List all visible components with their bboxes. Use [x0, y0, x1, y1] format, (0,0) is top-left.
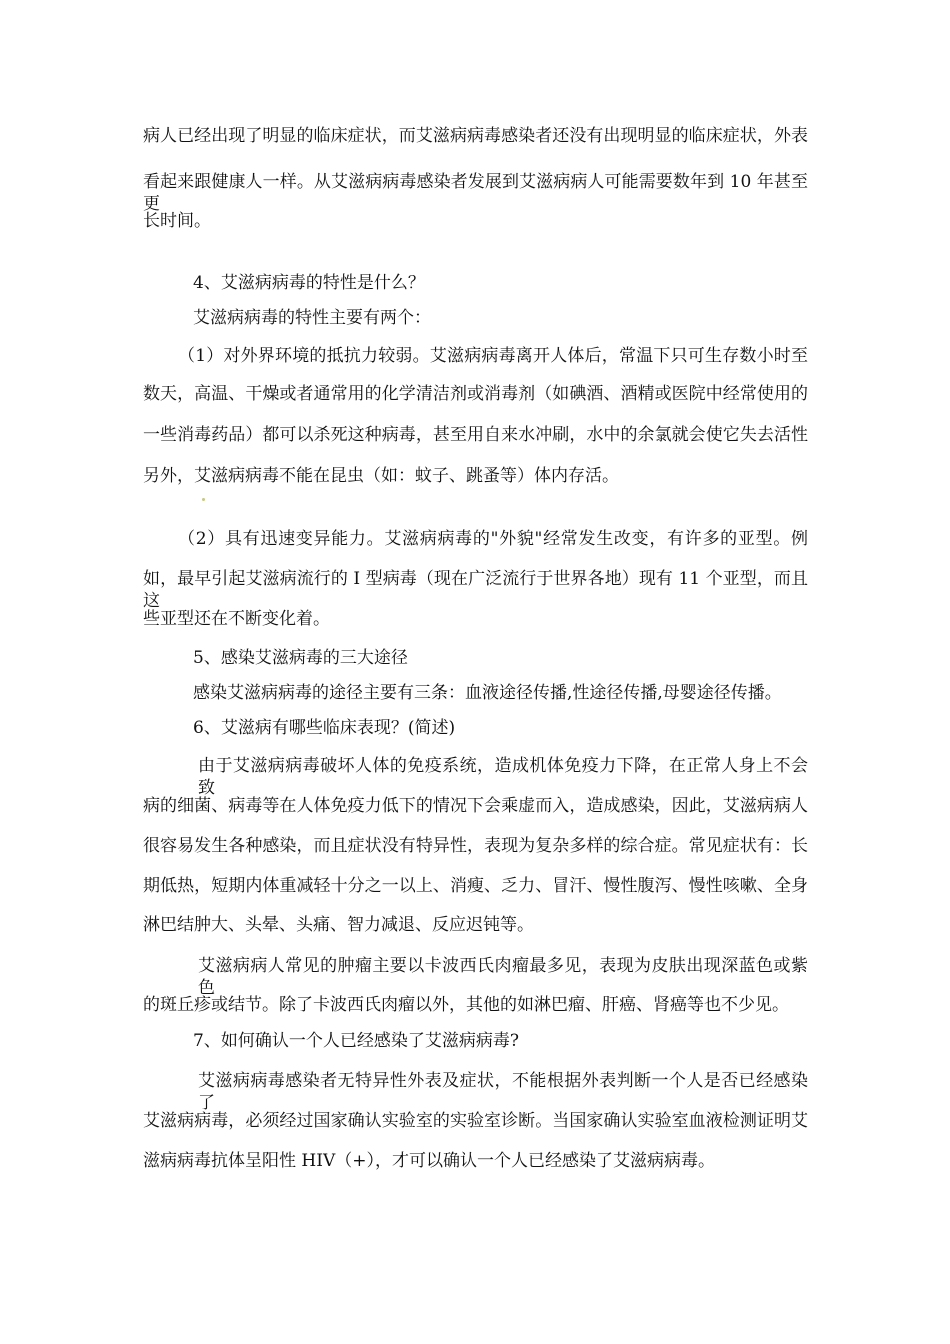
paragraph-line: 另外，艾滋病病毒不能在昆虫（如：蚊子、跳蚤等）体内存活。	[143, 466, 619, 486]
paragraph-line: 艾滋病病人常见的肿瘤主要以卡波西氏肉瘤最多见，表现为皮肤出现深蓝色或紫色	[198, 956, 808, 998]
stray-mark	[202, 498, 205, 501]
paragraph-line: 感染艾滋病病毒的途径主要有三条：血液途径传播,性途径传播,母婴途径传播。	[193, 683, 782, 703]
paragraph-line: 艾滋病病毒，必须经过国家确认实验室的实验室诊断。当国家确认实验室血液检测证明艾	[143, 1111, 808, 1131]
paragraph-line: 如，最早引起艾滋病流行的 I 型病毒（现在广泛流行于世界各地）现有 11 个亚型，而且这	[143, 569, 808, 611]
section-heading-7: 7、如何确认一个人已经感染了艾滋病病毒?	[193, 1031, 519, 1051]
paragraph-line: 数天，高温、干燥或者通常用的化学清洁剂或消毒剂（如碘酒、酒精或医院中经常使用的	[143, 384, 808, 404]
paragraph-line: 长时间。	[143, 211, 211, 231]
paragraph-line: 期低热，短期内体重减轻十分之一以上、消瘦、乏力、冒汗、慢性腹泻、慢性咳嗽、全身	[143, 876, 808, 896]
paragraph-line: 病的细菌、病毒等在人体免疫力低下的情况下会乘虚而入，造成感染，因此，艾滋病病人	[143, 796, 808, 816]
paragraph-line: 由于艾滋病病毒破坏人体的免疫系统，造成机体免疫力下降，在正常人身上不会致	[198, 756, 808, 798]
paragraph-line: 很容易发生各种感染，而且症状没有特异性，表现为复杂多样的综合症。常见症状有：长	[143, 836, 808, 856]
paragraph-line: 一些消毒药品）都可以杀死这种病毒，甚至用自来水冲刷，水中的余氯就会使它失去活性	[143, 425, 808, 445]
paragraph-line: 病人已经出现了明显的临床症状，而艾滋病病毒感染者还没有出现明显的临床症状，外表	[143, 126, 808, 146]
paragraph-line: 的斑丘疹或结节。除了卡波西氏肉瘤以外，其他的如淋巴瘤、肝癌、肾癌等也不少见。	[143, 995, 789, 1015]
paragraph-line: 看起来跟健康人一样。从艾滋病病毒感染者发展到艾滋病病人可能需要数年到 10 年甚至更	[143, 172, 808, 214]
paragraph-line: 些亚型还在不断变化着。	[143, 609, 330, 629]
paragraph-line: 淋巴结肿大、头晕、头痛、智力减退、反应迟钝等。	[143, 915, 534, 935]
paragraph-line: 艾滋病病毒的特性主要有两个：	[193, 308, 431, 328]
paragraph-line: 滋病病毒抗体呈阳性 HIV（+），才可以确认一个人已经感染了艾滋病病毒。	[143, 1151, 715, 1171]
paragraph-line: 艾滋病病毒感染者无特异性外表及症状，不能根据外表判断一个人是否已经感染了	[198, 1071, 808, 1113]
section-heading-6: 6、艾滋病有哪些临床表现？(简述)	[193, 718, 456, 738]
section-heading-5: 5、感染艾滋病毒的三大途径	[193, 648, 408, 668]
paragraph-line: （2）具有迅速变异能力。艾滋病病毒的"外貌"经常发生改变，有许多的亚型。例	[178, 529, 808, 549]
section-heading-4: 4、艾滋病病毒的特性是什么？	[193, 273, 425, 293]
paragraph-line: （1）对外界环境的抵抗力较弱。艾滋病病毒离开人体后，常温下只可生存数小时至	[178, 346, 808, 366]
